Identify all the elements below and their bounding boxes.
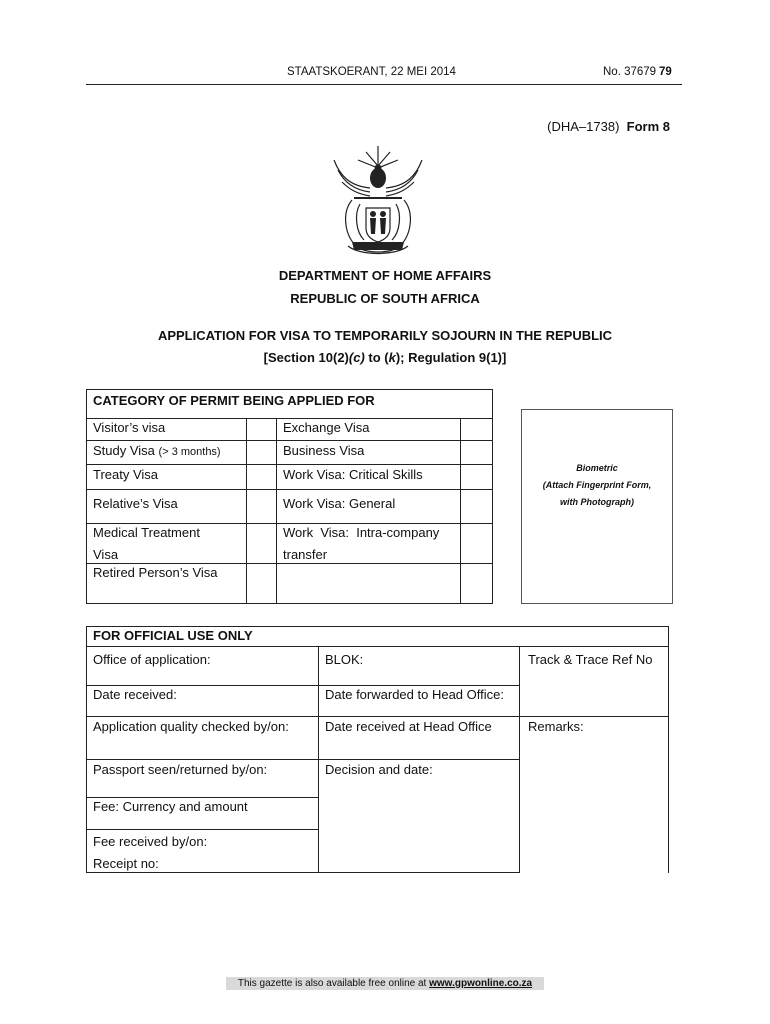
table-border-line — [86, 603, 492, 604]
section-part-a: [Section 10(2) — [263, 350, 349, 365]
general-work-visa-label: Work Visa: General — [283, 496, 396, 511]
treaty-visa-checkbox[interactable] — [247, 465, 276, 489]
medical-visa-label-2: Visa — [93, 547, 119, 562]
table-border-line — [86, 389, 492, 390]
table-border-line — [86, 440, 492, 441]
table-border-line — [86, 759, 519, 760]
official-use-heading: FOR OFFICIAL USE ONLY — [93, 628, 253, 643]
office-of-application-label: Office of application: — [93, 652, 211, 667]
section-part-e: ); Regulation 9(1)] — [395, 350, 507, 365]
retired-visa-label: Retired Person’s Visa — [93, 565, 218, 580]
medical-visa-checkbox[interactable] — [247, 524, 276, 563]
form-code: (DHA–1738) — [547, 119, 620, 134]
receipt-no-label: Receipt no: — [93, 856, 159, 871]
table-border-line — [86, 523, 492, 524]
table-border-line — [276, 418, 277, 604]
study-visa-label — [93, 443, 221, 460]
biometric-title: Biometric — [576, 463, 618, 473]
table-border-line — [86, 829, 318, 830]
decision-date-label: Decision and date: — [325, 762, 433, 777]
exchange-visa-checkbox[interactable] — [461, 419, 492, 440]
general-work-visa-checkbox[interactable] — [461, 490, 492, 523]
section-part-d: k — [388, 350, 396, 365]
table-border-line — [86, 626, 669, 627]
visitors-visa-checkbox[interactable] — [247, 419, 276, 440]
fee-received-label: Fee received by/on: — [93, 834, 208, 849]
footer-text: This gazette is also available free online at — [237, 978, 430, 989]
fee-currency-label: Fee: Currency and amount — [93, 799, 248, 814]
date-forwarded-label: Date forwarded to Head Office: — [325, 687, 504, 702]
blok-label: BLOK: — [325, 652, 364, 667]
page-number: 79 — [659, 66, 672, 78]
table-border-line — [86, 418, 492, 419]
table-border-line — [668, 626, 669, 873]
visitors-visa-label: Visitor’s visa — [93, 420, 166, 435]
form-reference — [500, 119, 670, 134]
application-title: APPLICATION FOR VISA TO TEMPORARILY SOJOURN IN THE REPUBLIC — [157, 328, 613, 343]
gazette-number: No. 37679 — [603, 66, 657, 78]
treaty-visa-label: Treaty Visa — [93, 467, 159, 482]
business-visa-label: Business Visa — [283, 443, 365, 458]
business-visa-checkbox[interactable] — [461, 441, 492, 464]
study-visa-checkbox[interactable] — [247, 441, 276, 464]
table-border-line — [86, 872, 519, 873]
table-border-line — [86, 626, 87, 873]
category-heading: CATEGORY OF PERMIT BEING APPLIED FOR — [93, 393, 375, 408]
remarks-label: Remarks: — [528, 719, 584, 734]
biometric-box[interactable] — [521, 409, 673, 604]
table-border-line — [86, 489, 492, 490]
table-border-line — [86, 389, 87, 604]
section-part-c: to ( — [364, 350, 389, 365]
gazette-title: STAATSKOERANT, 22 MEI 2014 — [287, 66, 456, 78]
table-border-line — [86, 464, 492, 465]
table-border-line — [86, 646, 669, 647]
section-part-b: (c) — [348, 350, 365, 365]
table-border-line — [86, 685, 519, 686]
critical-skills-visa-label: Work Visa: Critical Skills — [283, 467, 423, 482]
passport-seen-label: Passport seen/returned by/on: — [93, 762, 268, 777]
date-received-label: Date received: — [93, 687, 177, 702]
coat-of-arms-emblem — [326, 142, 430, 260]
date-head-office-label: Date received at Head Office — [325, 719, 492, 734]
critical-skills-visa-checkbox[interactable] — [461, 465, 492, 489]
biometric-line-2: with Photograph) — [560, 497, 634, 507]
relatives-visa-checkbox[interactable] — [247, 490, 276, 523]
intra-company-visa-checkbox[interactable] — [461, 524, 492, 563]
exchange-visa-label: Exchange Visa — [283, 420, 370, 435]
study-visa-text: Study Visa — [93, 443, 155, 458]
table-border-line — [318, 646, 319, 873]
republic-title: REPUBLIC OF SOUTH AFRICA — [290, 291, 480, 306]
retired-visa-checkbox[interactable] — [247, 564, 276, 603]
quality-checked-label: Application quality checked by/on: — [93, 719, 289, 734]
table-border-line — [86, 797, 318, 798]
header-rule — [86, 84, 682, 85]
biometric-line-1: (Attach Fingerprint Form, — [542, 480, 652, 490]
table-border-line — [492, 389, 493, 604]
table-border-line — [519, 646, 520, 873]
intra-company-visa-label-2: transfer — [283, 547, 328, 562]
footer-notice — [226, 977, 544, 990]
form-number: Form 8 — [626, 119, 670, 134]
section-reference — [0, 350, 770, 365]
study-visa-note: (> 3 months) — [158, 446, 221, 458]
department-title: DEPARTMENT OF HOME AFFAIRS — [278, 268, 492, 283]
track-trace-label: Track & Trace Ref No — [528, 652, 653, 667]
footer-link[interactable]: www.gpwonline.co.za — [429, 978, 533, 989]
medical-visa-label-1: Medical Treatment — [93, 525, 200, 540]
intra-company-visa-label-1: Work Visa: Intra-company — [283, 525, 440, 540]
table-border-line — [86, 716, 669, 717]
relatives-visa-label: Relative’s Visa — [93, 496, 178, 511]
